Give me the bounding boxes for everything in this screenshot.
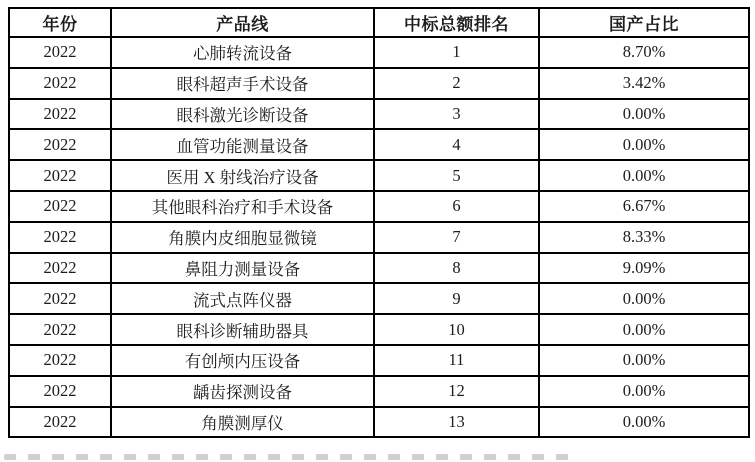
domestic-share-cell: 9.09% [539,253,749,284]
domestic-share-cell: 0.00% [539,314,749,345]
year-cell: 2022 [9,191,111,222]
rank-cell: 10 [374,314,539,345]
rank-cell: 4 [374,129,539,160]
table-row [9,345,749,376]
rank-cell: 5 [374,160,539,191]
domestic-share-cell: 8.70% [539,37,749,68]
product-line-cell: 龋齿探测设备 [111,376,374,407]
year-cell: 2022 [9,68,111,99]
table-row [9,222,749,253]
year-cell: 2022 [9,160,111,191]
rank-cell: 6 [374,191,539,222]
table-row [9,283,749,314]
rank-cell: 12 [374,376,539,407]
column-header-bid_total_rank: 中标总额排名 [374,8,539,37]
product-line-cell: 心肺转流设备 [111,37,374,68]
table-row [9,314,749,345]
table-row [9,99,749,130]
product-line-cell: 血管功能测量设备 [111,129,374,160]
rank-cell: 7 [374,222,539,253]
domestic-share-cell: 0.00% [539,99,749,130]
product-line-cell: 眼科激光诊断设备 [111,99,374,130]
rank-cell: 2 [374,68,539,99]
rank-cell: 11 [374,345,539,376]
year-cell: 2022 [9,253,111,284]
column-header-domestic_share: 国产占比 [539,8,749,37]
data-table [8,7,750,438]
rank-cell: 1 [374,37,539,68]
table-head [9,8,749,37]
domestic-share-cell: 0.00% [539,345,749,376]
year-cell: 2022 [9,129,111,160]
rank-cell: 9 [374,283,539,314]
column-header-year: 年份 [9,8,111,37]
table-row [9,191,749,222]
year-cell: 2022 [9,345,111,376]
product-line-cell: 流式点阵仪器 [111,283,374,314]
product-line-cell: 其他眼科治疗和手术设备 [111,191,374,222]
table-row [9,253,749,284]
year-cell: 2022 [9,222,111,253]
domestic-share-cell: 0.00% [539,160,749,191]
table-row [9,68,749,99]
table-row [9,37,749,68]
domestic-share-cell: 3.42% [539,68,749,99]
table-row [9,376,749,407]
table-row [9,129,749,160]
domestic-share-cell: 0.00% [539,376,749,407]
table-body [9,37,749,437]
domestic-share-cell: 0.00% [539,283,749,314]
domestic-share-cell: 0.00% [539,407,749,438]
year-cell: 2022 [9,407,111,438]
rank-cell: 3 [374,99,539,130]
year-cell: 2022 [9,37,111,68]
header-row [9,8,749,37]
product-line-cell: 角膜内皮细胞显微镜 [111,222,374,253]
year-cell: 2022 [9,376,111,407]
product-line-cell: 有创颅内压设备 [111,345,374,376]
table-row [9,160,749,191]
product-line-cell: 鼻阻力测量设备 [111,253,374,284]
table-row [9,407,749,438]
rank-cell: 13 [374,407,539,438]
product-line-cell: 医用 X 射线治疗设备 [111,160,374,191]
domestic-share-cell: 8.33% [539,222,749,253]
column-header-product_line: 产品线 [111,8,374,37]
year-cell: 2022 [9,99,111,130]
rank-cell: 8 [374,253,539,284]
product-line-cell: 眼科诊断辅助器具 [111,314,374,345]
product-line-cell: 角膜测厚仪 [111,407,374,438]
cropped-caption-artifact [4,454,579,460]
domestic-share-cell: 0.00% [539,129,749,160]
year-cell: 2022 [9,283,111,314]
product-line-cell: 眼科超声手术设备 [111,68,374,99]
domestic-share-cell: 6.67% [539,191,749,222]
year-cell: 2022 [9,314,111,345]
